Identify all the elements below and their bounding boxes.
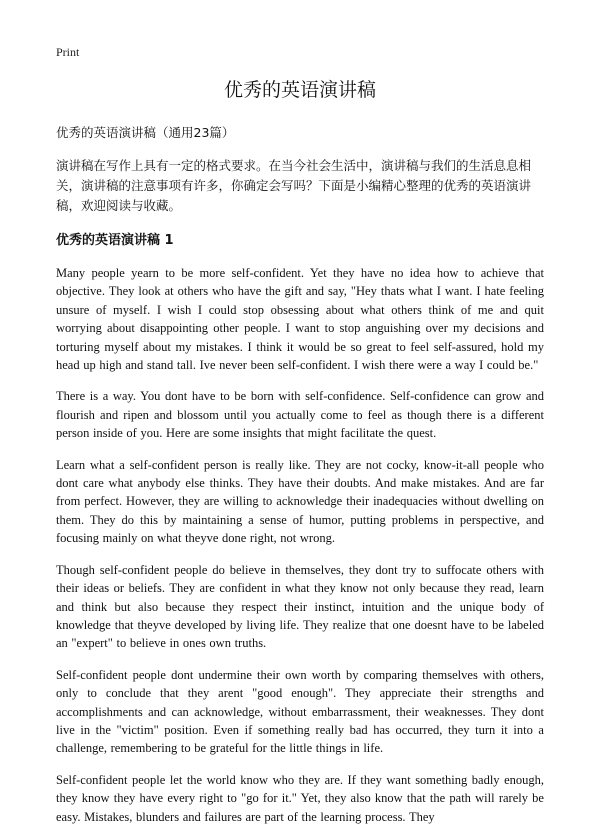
body-paragraph: There is a way. You dont have to be born with self-confidence. Self-confidence can grow and flourish and ripen and blossom until you actually come to feel as though there is a different person inside of you. Here are some insights that might facilitate the quest. <box>56 389 544 441</box>
body-paragraph: Though self-confident people do believe in themselves, they dont try to suffocate others with their ideas or beliefs. They are confident in what they know not only because they read, learn and think but also because they respect their instinct, intuition and the unique body of knowledge that theyve developed by living life. They realize that one doesnt have to be labeled an "expert" to believe in ones own truths. <box>56 562 544 651</box>
print-link[interactable]: Print <box>56 45 80 59</box>
intro-paragraph: 演讲稿在写作上具有一定的格式要求。在当今社会生活中，演讲稿与我们的生活息息相关，演讲稿的注意事项有许多，你确定会写吗？下面是小编精心整理的优秀的英语演讲稿，欢迎阅读与收藏。 <box>56 158 532 213</box>
document-title: 优秀的英语演讲稿 <box>223 79 376 101</box>
section-heading: 优秀的英语演讲稿 1 <box>56 233 174 248</box>
body-paragraph: Self-confident people dont undermine their own worth by comparing themselves with others, only to conclude that they arent "good enough". They appreciate their strengths and accomplishments and can acknowledge, without embarrassment, their weaknesses. They dont live in the "victim" position. Even if something really bad has occurred, they turn it into a challenge, remembering to be grateful for the little things in life. <box>56 667 544 756</box>
document-subtitle: 优秀的英语演讲稿（通用23篇） <box>56 125 235 140</box>
body-paragraph: Many people yearn to be more self-confident. Yet they have no idea how to achieve that objective. They look at others who have the gift and say, "Hey thats what I want. I hate feeling unsure of myself. I wish I could stop obsessing about what others think of me and quit worrying about disappointing other people. I want to stop anguishing over my decisions and torturing myself about my mistakes. I think it would be so great to feel self-assured, hold my head up high and stand tall. Ive never been self-confident. I wish there were a way I could be." <box>56 266 544 373</box>
body-paragraph: Self-confident people let the world know who they are. If they want something badly enough, they know they have every right to "go for it." Yet, they also know that the path will rarely be easy. Mistakes, blunders and failures are part of the learning process. They <box>56 772 544 824</box>
body-paragraph: Learn what a self-confident person is really like. They are not cocky, know-it-all people who dont care what anybody else thinks. They have their doubts. And make mistakes. And are far from perfect. However, they are willing to acknowledge their inadequacies without dwelling on them. They do this by maintaining a sense of humor, putting problems in perspective, and focusing mainly on what theyve done right, not wrong. <box>56 457 544 546</box>
